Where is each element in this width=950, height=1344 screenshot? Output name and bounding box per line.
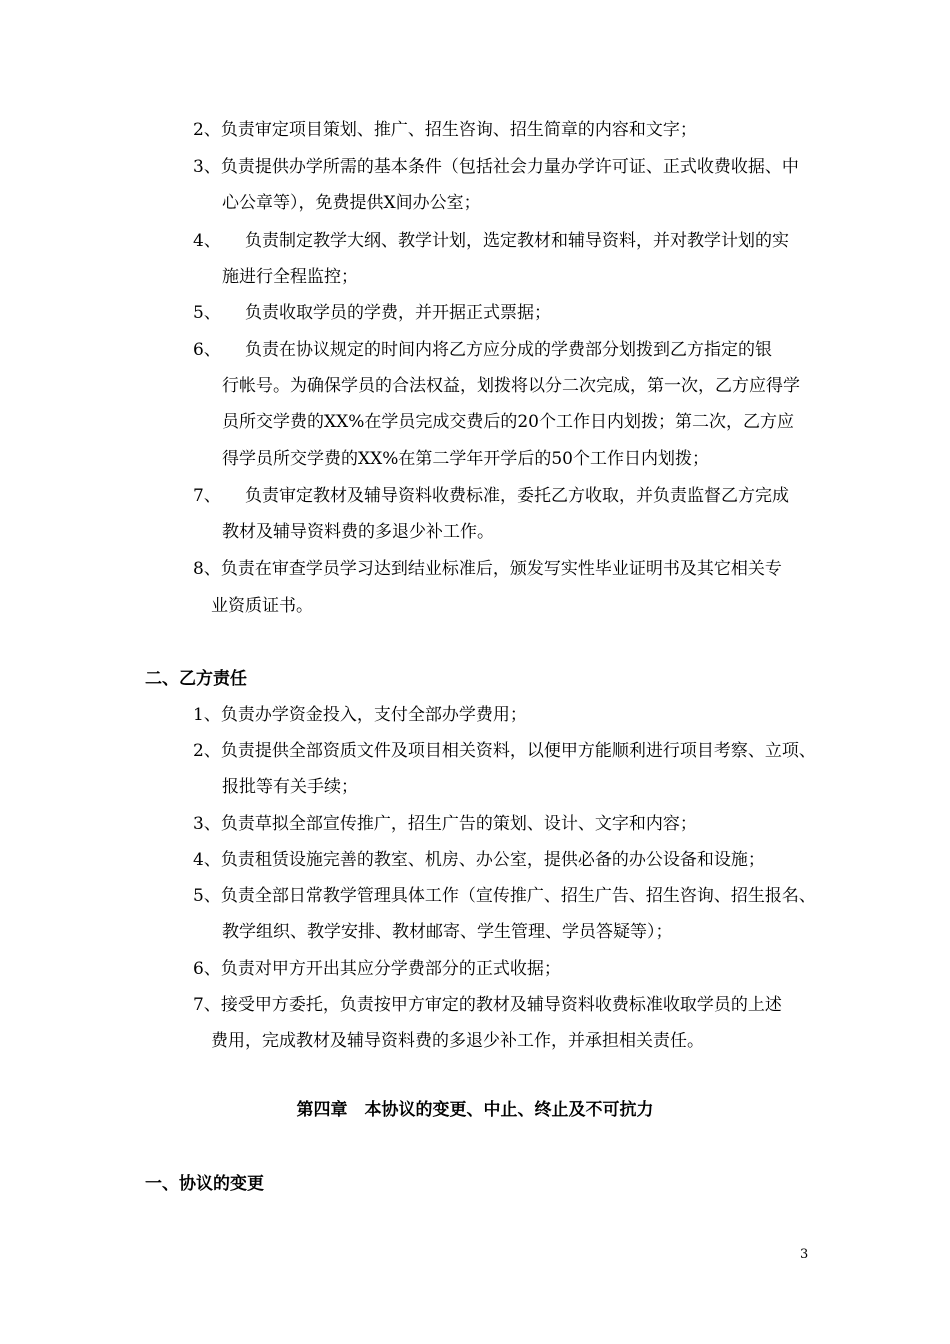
chapter-4-title: 第四章 本协议的变更、中止、终止及不可抗力 [296,1100,654,1120]
party-a-item-6-line-4: 得学员所交学费的XX%在第二学年开学后的50个工作日内划拨； [222,449,709,469]
party-a-item-6-line-2: 行帐号。为确保学员的合法权益，划拨将以分二次完成，第一次，乙方应得学 [222,376,800,396]
party-b-item-7-line-1: 7、接受甲方委托，负责按甲方审定的教材及辅导资料收费标准收取学员的上述 [193,995,782,1015]
party-a-item-5-number: 5、 [193,303,221,323]
party-a-item-3-line-1: 3、负责提供办学所需的基本条件（包括社会力量办学许可证、正式收费收据、中 [193,157,799,177]
party-b-item-3: 3、负责草拟全部宣传推广，招生广告的策划、设计、文字和内容； [193,814,697,834]
party-b-item-2-line-2: 报批等有关手续； [222,777,358,797]
agreement-change-heading: 一、协议的变更 [145,1174,264,1194]
party-a-item-7-number: 7、 [193,486,221,506]
party-b-item-6: 6、负责对甲方开出其应分学费部分的正式收据； [193,959,561,979]
party-b-item-2-line-1: 2、负责提供全部资质文件及项目相关资料，以便甲方能顺利进行项目考察、立项、 [193,741,816,761]
party-b-item-5-line-2: 教学组织、教学安排、教材邮寄、学生管理、学员答疑等）； [222,922,673,942]
party-a-item-8-line-2: 业资质证书。 [211,596,313,616]
party-a-item-7-line-1: 负责审定教材及辅导资料收费标准，委托乙方收取，并负责监督乙方完成 [245,486,789,506]
party-a-item-6-number: 6、 [193,340,221,360]
party-a-item-4-line-1: 负责制定教学大纲、教学计划，选定教材和辅导资料，并对教学计划的实 [245,231,789,251]
party-a-item-8-line-1: 8、负责在审查学员学习达到结业标准后，颁发写实性毕业证明书及其它相关专 [193,559,782,579]
party-a-item-4-line-2: 施进行全程监控； [222,267,358,287]
party-a-item-2: 2、负责审定项目策划、推广、招生咨询、招生简章的内容和文字； [193,120,697,140]
party-b-item-1: 1、负责办学资金投入，支付全部办学费用； [193,705,527,725]
party-b-item-7-line-2: 费用，完成教材及辅导资料费的多退少补工作，并承担相关责任。 [211,1031,704,1051]
party-b-heading: 二、乙方责任 [145,669,247,689]
party-a-item-7-line-2: 教材及辅导资料费的多退少补工作。 [222,522,494,542]
party-a-item-6-line-3: 员所交学费的XX%在学员完成交费后的20个工作日内划拨；第二次，乙方应 [222,412,794,432]
page-number: 3 [800,1247,809,1262]
party-b-item-5-line-1: 5、负责全部日常教学管理具体工作（宣传推广、招生广告、招生咨询、招生报名、 [193,886,816,906]
party-a-item-4-number: 4、 [193,231,221,251]
party-a-item-5-line-1: 负责收取学员的学费，并开据正式票据； [245,303,551,323]
party-b-item-4: 4、负责租赁设施完善的教室、机房、办公室，提供必备的办公设备和设施； [193,850,765,870]
party-a-item-6-line-1: 负责在协议规定的时间内将乙方应分成的学费部分划拨到乙方指定的银 [245,340,772,360]
party-a-item-3-line-2: 心公章等），免费提供X间办公室； [222,193,481,213]
